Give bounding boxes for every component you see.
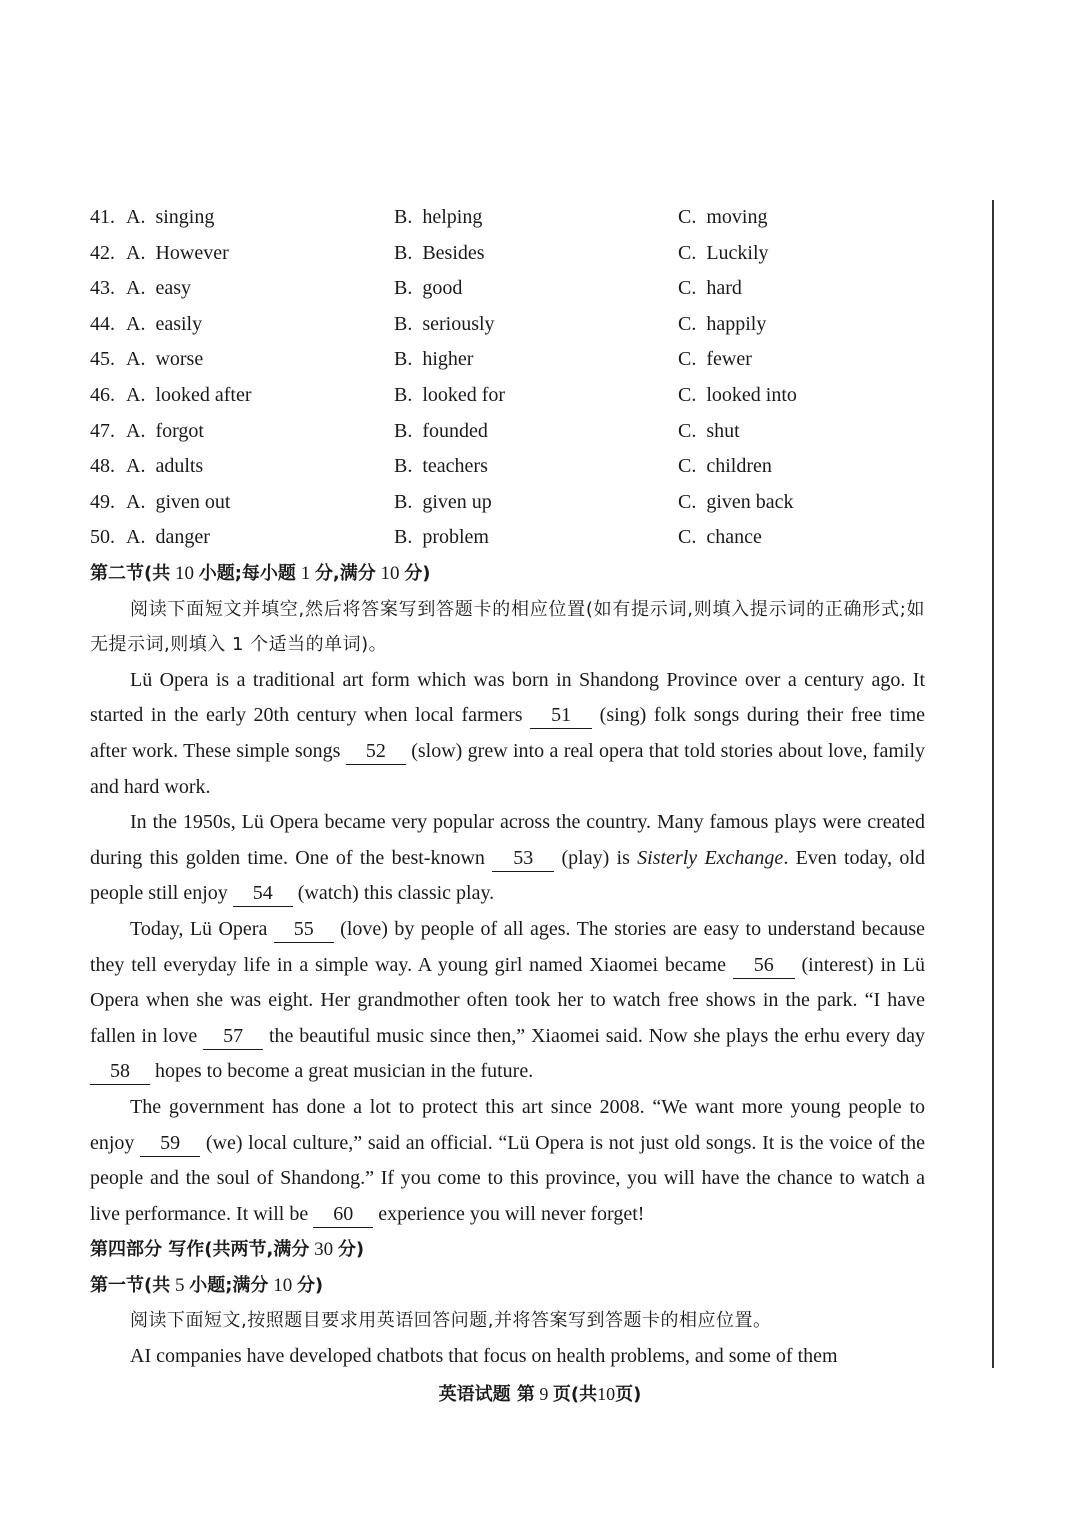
option-a[interactable]: A. looked after <box>126 383 252 406</box>
option-c[interactable]: C. given back <box>678 490 794 513</box>
option-b[interactable]: B. looked for <box>394 383 506 406</box>
question-42-options <box>90 236 930 272</box>
option-c[interactable]: C. fewer <box>678 348 752 371</box>
question-number: 41. <box>90 206 115 228</box>
option-a[interactable]: A. forgot <box>126 419 204 442</box>
question-45-options <box>90 342 930 378</box>
option-b[interactable]: B. teachers <box>394 455 488 478</box>
option-c[interactable]: C. hard <box>678 277 742 300</box>
option-b[interactable]: B. helping <box>394 206 483 228</box>
question-46-options <box>90 378 930 414</box>
part4-heading: 第四部分 写作(共两节,满分 30 分) <box>90 1239 365 1261</box>
question-number: 45. <box>90 348 115 371</box>
blank-51[interactable]: 51 <box>530 702 592 729</box>
option-c[interactable]: C. looked into <box>678 383 797 406</box>
option-b[interactable]: B. higher <box>394 348 474 371</box>
question-50-options <box>90 520 930 556</box>
option-c[interactable]: C. children <box>678 455 772 478</box>
blank-59[interactable]: 59 <box>140 1130 200 1157</box>
blank-58[interactable]: 58 <box>90 1058 150 1085</box>
blank-55[interactable]: 55 <box>274 916 334 943</box>
option-a[interactable]: A. danger <box>126 526 210 549</box>
option-a[interactable]: A. easy <box>126 277 191 300</box>
question-number: 44. <box>90 312 115 335</box>
blank-56[interactable]: 56 <box>733 952 795 979</box>
option-a[interactable]: A. However <box>126 241 229 264</box>
section2-heading: 第二节(共 10 小题;每小题 1 分,满分 10 分) <box>90 563 431 584</box>
option-c[interactable]: C. happily <box>678 312 767 335</box>
option-a[interactable]: A. given out <box>126 490 231 513</box>
option-b[interactable]: B. founded <box>394 419 488 442</box>
blank-60[interactable]: 60 <box>313 1201 373 1228</box>
question-41-options <box>90 200 930 236</box>
question-44-options <box>90 307 930 343</box>
option-a[interactable]: A. singing <box>126 206 215 228</box>
option-b[interactable]: B. given up <box>394 490 492 513</box>
part4-section1-instruction: 阅读下面短文,按照题目要求用英语回答问题,并将答案写到答题卡的相应位置。 <box>130 1310 772 1332</box>
option-b[interactable]: B. seriously <box>394 312 495 335</box>
blank-57[interactable]: 57 <box>203 1023 263 1050</box>
option-c[interactable]: C. shut <box>678 419 740 442</box>
option-a[interactable]: A. easily <box>126 312 203 335</box>
blank-54[interactable]: 54 <box>233 880 293 907</box>
option-c[interactable]: C. moving <box>678 206 768 228</box>
blank-53[interactable]: 53 <box>492 845 554 872</box>
blank-52[interactable]: 52 <box>346 738 406 765</box>
main-content <box>90 556 925 1375</box>
question-number: 47. <box>90 419 115 442</box>
option-a[interactable]: A. worse <box>126 348 204 371</box>
page-footer: 英语试题 第 9 页(共10页) <box>438 1384 642 1405</box>
option-b[interactable]: B. good <box>394 277 463 300</box>
part4-section1-heading: 第一节(共 5 小题;满分 10 分) <box>90 1274 324 1296</box>
question-48-options <box>90 449 930 485</box>
question-number: 48. <box>90 455 115 478</box>
passage-paragraph-4: The government has done a lot to protect this art since 2008. “We want more young people to enjoy 59 (we) local culture,” said an official. “Lü Opera is not just old songs. It is the voice of the people and the soul of Shandong.” If you come to this province, you will have the chance to watch a live performance. It will be 60 experience you will never forget! <box>90 1090 925 1232</box>
question-49-options <box>90 485 930 521</box>
ai-passage-text: AI companies have developed chatbots that focus on health problems, and some of them <box>130 1345 838 1368</box>
margin-line <box>992 200 994 1368</box>
question-number: 43. <box>90 277 115 300</box>
option-c[interactable]: C. chance <box>678 526 762 549</box>
option-a[interactable]: A. adults <box>126 455 204 478</box>
question-number: 46. <box>90 383 115 406</box>
section2-instruction: 阅读下面短文并填空,然后将答案写到答题卡的相应位置(如有提示词,则填入提示词的正确形式;如无提示词,则填入 1 个适当的单词)。 <box>90 598 925 656</box>
choice-options <box>90 200 930 556</box>
option-b[interactable]: B. Besides <box>394 241 485 264</box>
question-47-options <box>90 414 930 450</box>
option-b[interactable]: B. problem <box>394 526 489 549</box>
passage-paragraph-3: Today, Lü Opera 55 (love) by people of all ages. The stories are easy to understand because they tell everyday life in a simple way. A young girl named Xiaomei became 56 (interest) in Lü Opera when she was eight. Her grandmother often took her to watch free shows in the park. “I have fallen in love 57 the beautiful music since then,” Xiaomei said. Now she plays the erhu every day 58 hopes to become a great musician in the future. <box>90 912 925 1090</box>
option-c[interactable]: C. Luckily <box>678 241 769 264</box>
question-number: 50. <box>90 526 115 549</box>
question-number: 49. <box>90 490 115 513</box>
passage-paragraph-2: In the 1950s, Lü Opera became very popular across the country. Many famous plays were created during this golden time. One of the best-known 53 (play) is Sisterly Exchange. Even today, old people still enjoy 54 (watch) this classic play. <box>90 805 925 912</box>
question-43-options <box>90 271 930 307</box>
passage-paragraph-1: Lü Opera is a traditional art form which was born in Shandong Province over a century ago. It started in the early 20th century when local farmers 51 (sing) folk songs during their free time after work. These simple songs 52 (slow) grew into a real opera that told stories about love, family and hard work. <box>90 668 926 798</box>
question-number: 42. <box>90 241 115 264</box>
play-title: Sisterly Exchange <box>637 846 784 869</box>
